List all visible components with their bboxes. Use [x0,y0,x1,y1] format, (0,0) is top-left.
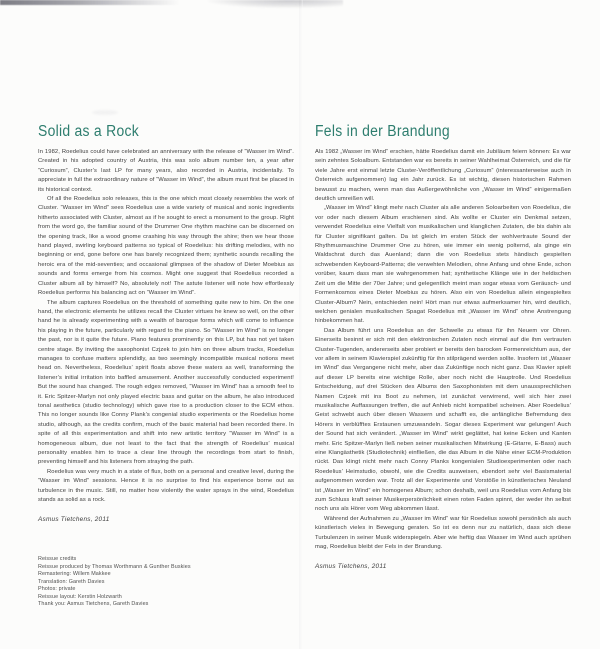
paragraph-english-1: In 1982, Roedelius could have celebrated an anniversary with the release of “Wasser im Wind”. Created in his adopted country of Austria, this was solo album number ten, a year after “Curiosum”, Cluster’s last LP for many years, also recorded in Austria, incidentally. To appreciate in full the extraordinary nature of “Wasser im Wind”, the album must first be placed in its historical context. [38,149,294,193]
credit-line: Reissue produced by Thomas Worthmann & Gunther Buskies [38,563,191,570]
scan-smudge [92,110,118,115]
paragraph-german-1: Als 1982 „Wasser im Wind“ erschien, hätte Roedelius damit ein Jubiläum feiern können: Es war sein zehntes Soloalbum. Entstanden war es bereits in seiner Wahlheimat Österreich, und die für viele Jahre erst einmal letzte Cluster-Veröffentlichung „Curiosum“ (interessanterweise auch in Österreich aufgenommen) lag ein Jahr zurück. Es ist wichtig, diesen historischen Rahmen bewusst zu machen, wenn man das Außergewöhnliche von „Wasser im Wind“ einigermaßen deutlich umreißen will. [315,149,571,203]
credit-line: Thank you: Asmus Tietchens, Gareth Davies [38,601,149,607]
scan-edge-artifact-left [0,0,180,5]
paragraph-english-3: The album captures Roedelius on the threshold of something quite new to him. On the one hand, the electronic elements he utilizes recall the Cluster virtues he knew so well, on the other hand he is already experimenting with a wealth of baroque forms which will come to influence his playing in the future, particularly with regard to the piano. So “Wasser im Wind” is no longer the past, nor is it quite the future. Piano features prominently on this LP, but has not yet taken centre stage. By inviting the saxophonist Czjzek to join him on three album tracks, Roedelius manages to confuse matters splendidly, as two seemingly incompatible musical notions meet head on. Nevertheless, Roedelius’ spirit floats above these waters as well, transforming the listener’s initial irritation into baffled amusement. Another successfully conducted experiment! But the sound has changed. The rough edges removed, “Wasser im Wind” has a smooth feel to it. Eric Spitzer-Marlyn not only played electric bass and guitar on the album, he also introduced tonal aesthetics (studio technology) which gave rise to a production closer to the ECM ethos. This no longer sounds like Conny Plank’s congenial studio experiments or the Roedelius home studio, although, as the credits confirm, much of the basic material had been recorded there. In spite of all this experimentation and shift into new artistic territory “Wasser im Wind” is a homogeneous album, due not least to the fact that the strength of Roedelius’ musical personality enables him to trace a clear line through the recordings from start to finish, preventing himself and his listeners from straying the path. [38,299,294,466]
liner-notes-columns [38,123,572,572]
credit-line: Translation: Gareth Davies [38,578,105,585]
author-signature-english: Asmus Tietchens, 2011 [38,516,110,524]
article-title-german: Fels in der Brandung [315,123,450,140]
scan-edge-artifact-center [208,0,343,8]
author-signature-german: Asmus Tietchens, 2011 [315,563,387,571]
paragraph-german-3: Das Album führt uns Roedelius an der Schwelle zu etwas für ihn Neuem vor Ohren. Einerseits besinnt er sich mit den elektronischen Zutaten noch einmal auf die ihm vertrauten Cluster-Tugenden, andererseits aber probiert er bereits den barocken Formenreichtum aus, der vor allem in seinem Klavierspiel zukünftig für ihn stilprägend werden sollte. Insofern ist „Wasser im Wind“ das Vergangene nicht mehr, aber das Zukünftige noch nicht ganz. Das Klavier spielt auf dieser LP bereits eine wichtige Rolle, aber noch nicht die Hauptrolle. Und Roedelius Entscheidung, auf drei Stücken des Albums den Saxophonisten mit dem unaussprechlichen Namen Czjzek mit ins Boot zu nehmen, ist zunächst verwirrend, weil sich hier zwei musikalische Auffassungen treffen, die auf Anhieb nicht kompatibel scheinen. Aber Roedelius’ Geist schwebt auch über diesen Wassern und schafft es, die anfängliche Befremdung des Hörers in verblüfftes Erstaunen umzuwandeln. Sogar dieses Experiment war gelungen! Auch der Sound hat sich verändert. „Wasser im Wind“ wirkt geglättet, hat keine Ecken und Kanten mehr. Eric Spitzer-Marlyn ließ neben seiner musikalischen Mitwirkung (E-Gitarre, E-Bass) auch eine Klangästhetik (Studiotechnik) einfließen, die das Album in die Nähe einer ECM-Produktion rückt. Das klingt nicht mehr nach Conny Planks kongenialen Studioexperimenten oder nach Roedelius’ Heimstudio, obwohl, wie die Credits ausweisen, ebendort sehr viel Basismaterial aufgenommen worden war. Trotz all der Experimente und Vorstöße in künstlerisches Neuland ist „Wasser im Wind“ ein homogenes Album; schon deshalb, weil uns Roedelius vom Anfang bis zum Schluss kraft seiner Musikerpersönlichkeit einen roten Faden spinnt, der weder ihn selbst noch uns als Hörer vom Weg abkommen lässt. [315,327,571,513]
column-english [38,123,294,572]
credit-line: Reissue layout: Kerstin Holzwarth [38,593,122,600]
credit-line: Reissue credits [38,556,77,562]
credit-line: Photos: private [38,586,76,592]
article-title-english: Solid as a Rock [38,123,139,140]
paragraph-german-4: Während der Aufnahmen zu „Wasser im Wind“ war für Roedelius sowohl persönlich als auch künstlerisch vieles in Bewegung geraten. So ist es denn nur zu natürlich, dass sich diese Turbulenzen in seiner Musik widerspiegeln. Aber wie heftig das Wasser im Wind auch sprühen mag, Roedelius bleibt der Fels in der Brandung. [315,515,571,551]
paragraph-german-2: „Wasser im Wind“ klingt mehr nach Cluster als alle anderen Soloarbeiten von Roedelius, die vor oder nach diesem Album erschienen sind. Als wollte er Cluster ein Denkmal setzen, verwendet Roedelius eine Vielfalt von musikalischen und klanglichen Zutaten, die bis dahin als für Cluster signifikant galten. Da ist gleich im ersten Stück der wohlvertraute Sound der Rhythmusmaschine Drummer One zu hören, wie immer ein wenig polternd, als ginge ein Waldschrat durch das Auenland; dann die von Roedelius stets händisch gespielten schwebenden Keyboard-Patterns; die verwehten Melodien, ohne Anfang und ohne Ende, schon vorüber, kaum dass man sie wahrgenommen hat; synthetische Klänge wie in der heldischen Zeit um die Mitte der 70er Jahre; und gelegentlich meint man sogar etwas vom Geräusch- und Formenkosmos eines Dieter Moebius zu hören. Also ein von Roedelius allein eingespieltes Cluster-Album? Nein, entschieden nein! Hört man nur etwas aufmerksamer hin, wird deutlich, welchen genialen musikalischen Spagat Roedelius mit „Wasser im Wind“ ohne Anstrengung hinbekommen hat. [315,205,571,325]
credits-block [38,556,268,609]
paragraph-english-4: Roedelius was very much in a state of flux, both on a personal and creative level, during the “Wasser im Wind” sessions. Hence it is no surprise to find his experience borne out as turbulence in the music. Still, no matter how violently the water sprays in the wind, Roedelius stands as solid as a rock. [38,468,294,504]
credit-line: Remastering: Willem Makkee [38,571,111,577]
column-german [315,123,571,572]
paragraph-english-2: Of all the Roedelius solo releases, this is the one which most closely resembles the work of Cluster. “Wasser im Wind” sees Roedelius use a wide variety of musical and sonic ingredients hitherto associated with Cluster, almost as if he sought to erect a monument to the group. Right from the word go, the familiar sound of the Drummer One rhythm machine can be discerned on the opening track, like a wood gnome crashing his way through the shire; then we hear those hand played, swirling keyboard patterns so typical of Roedelius: his drifting melodies, with no beginning or end, gone before one has barely recognized them; synthetic sounds recalling the heroic era of the mid-seventies; and occasional glimpses of the shadow of Dieter Moebius as sounds and forms emerge from his cosmos. Might one suggest that Roedelius recorded a Cluster album all by himself? No, absolutely not! The astute listener will note how effortlessly Roedelius performs his balancing act on “Wasser im Wind”. [38,196,294,297]
